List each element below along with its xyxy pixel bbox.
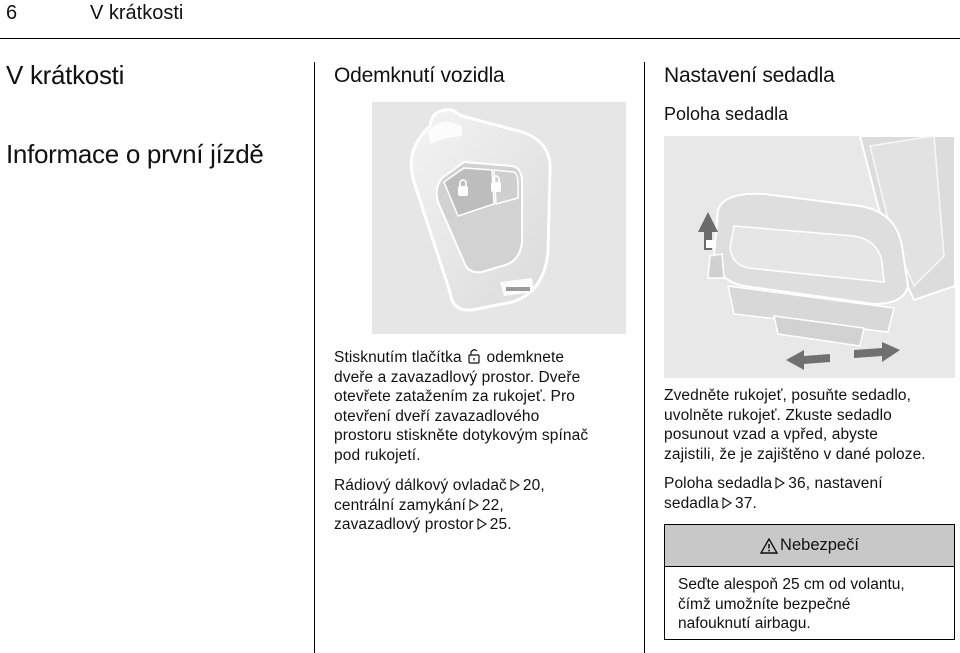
xref-central-locking: centrální zamykání 22, [334,496,504,514]
xref-seat-adjust-page[interactable]: 37. [735,494,757,512]
page-reference-arrow-icon [775,477,785,489]
page-reference-arrow-icon [722,497,732,509]
unlock-line-3: otevřete zatažením za rukojeť. Pro [334,388,575,405]
header-divider [0,38,960,39]
seat-line-1: Zvedněte rukojeť, posuňte sedadlo, [664,387,912,404]
section-heading-seat: Nastavení sedadla [664,64,835,87]
column-divider-left [314,62,315,653]
seat-line-2: uvolněte rukojeť. Zkuste sedadlo [664,406,892,424]
seat-cross-references [664,474,883,513]
seat-line-3: posunout vzad a vpřed, abyste [664,426,879,443]
unlock-icon [468,348,480,364]
subsection-heading-seat-position: Poloha sedadla [664,104,789,124]
xref-remote: Rádiový dálkový ovladač 20, [334,477,545,494]
unlock-line-1: Stisknutím tlačítka odemknete [334,349,565,366]
page-reference-arrow-icon [469,499,479,511]
warning-line-1: Seďte alespoň 25 cm od volantu, [678,576,905,593]
unlock-line-4: otevření dveří zavazadlového [334,407,540,425]
unlock-line-5: prostoru stiskněte dotykovým spínač [334,427,589,444]
danger-warning-text [665,567,954,634]
warning-triangle-icon [760,538,778,554]
chapter-subtitle: Informace o první jízdě [6,139,264,169]
unlock-cross-references [334,476,545,535]
warning-line-3: nafouknutí airbagu. [678,615,811,632]
page-reference-arrow-icon [510,479,520,491]
seat-adjustment-illustration [664,136,955,378]
key-fob-illustration [372,102,626,334]
running-header: V krátkosti [90,2,184,24]
chapter-title: V krátkosti [6,60,125,90]
xref-luggage: zavazadlový prostor 25. [334,516,512,533]
page-reference-arrow-icon [477,518,487,530]
xref-seat-position: Poloha sedadla 36, nastavení [664,475,883,492]
danger-warning-box [664,524,955,640]
seat-line-4: zajistili, že je zajištěno v dané poloze. [664,445,926,463]
xref-seat-adjust: sedadla 37. [664,494,757,512]
unlock-line-6: pod rukojetí. [334,446,421,464]
section-heading-unlock: Odemknutí vozidla [334,64,505,87]
unlock-line-2: dveře a zavazadlový prostor. Dveře [334,368,581,386]
unlock-instructions [334,348,588,465]
xref-seat-position-page[interactable]: 36, nastavení [788,475,883,492]
danger-warning-label: Nebezpečí [780,536,859,554]
xref-luggage-page[interactable]: 25. [489,516,512,533]
danger-warning-header [665,525,954,567]
xref-central-locking-page[interactable]: 22, [481,496,504,514]
column-divider-right [644,62,645,653]
page-number: 6 [6,2,18,24]
seat-instructions [664,386,926,464]
xref-remote-page[interactable]: 20, [522,477,545,494]
warning-line-2: čímž umožníte bezpečné [678,595,851,613]
